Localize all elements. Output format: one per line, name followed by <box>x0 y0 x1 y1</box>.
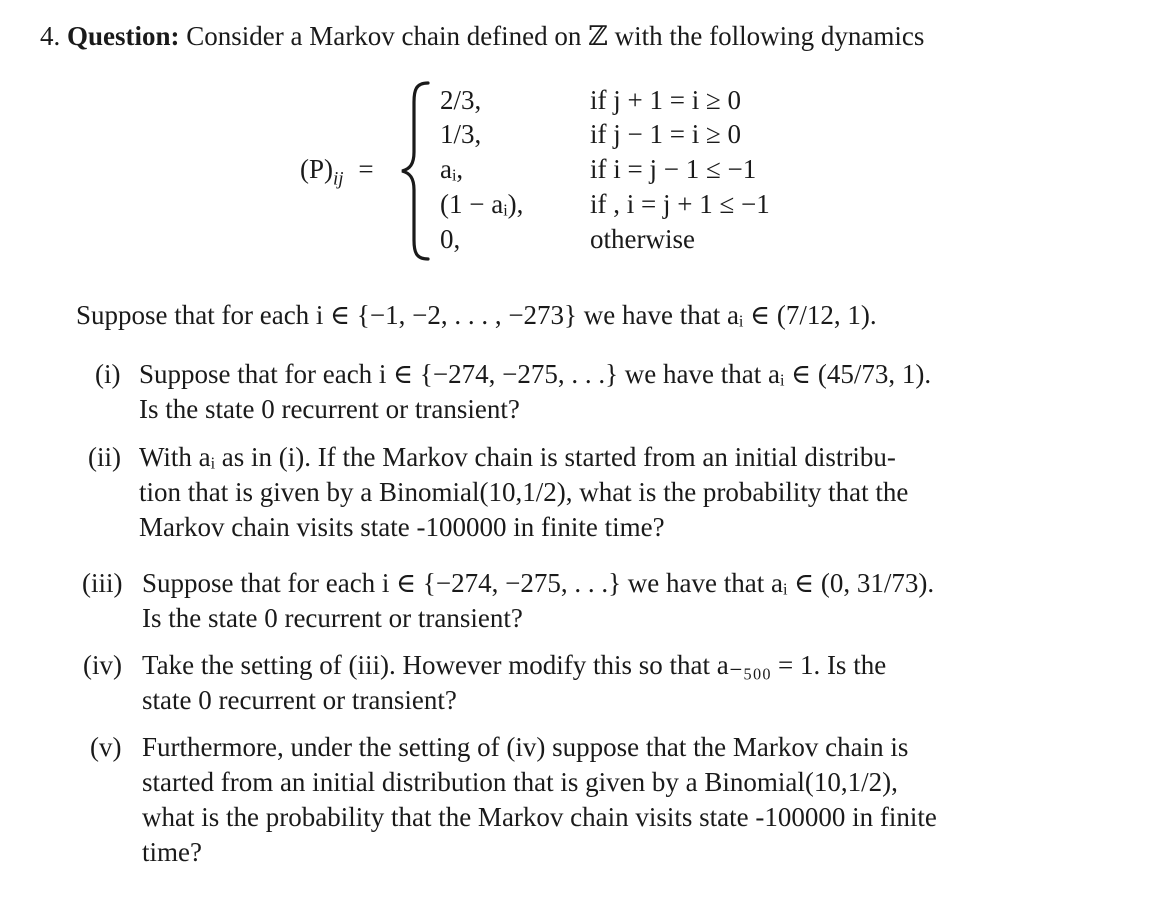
question-label: Question: <box>67 21 180 51</box>
matrix-lhs: $(P)_{ij}$ = <box>300 154 374 190</box>
part-label: (iii) <box>82 568 123 598</box>
case-condition: if j − 1 = i ≥ 0 <box>590 119 742 149</box>
part-line: started from an initial distribution that is given by a Binomial(10,1/2), <box>142 767 898 797</box>
matrix-equals: = <box>358 154 374 184</box>
question-intro: Consider a Markov chain defined on ℤ with the following dynamics <box>186 21 925 51</box>
question-header <box>40 19 924 53</box>
case-value: (1 − aᵢ), <box>440 189 524 219</box>
part-line: Markov chain visits state -100000 in finite time? <box>139 512 665 542</box>
left-brace <box>398 80 434 262</box>
part-line: state 0 recurrent or transient? <box>142 685 457 715</box>
case-condition: otherwise <box>590 224 695 254</box>
assumption-text: Suppose that for each i ∈ {−1, −2, . . . , −273} we have that aᵢ ∈ (7/12, 1). <box>76 300 877 330</box>
part-line: Is the state 0 recurrent or transient? <box>139 394 520 424</box>
part-line: time? <box>142 837 202 867</box>
part-line: Furthermore, under the setting of (iv) suppose that the Markov chain is <box>142 732 909 762</box>
part-line: Suppose that for each i ∈ {−274, −275, . . .} we have that aᵢ ∈ (45/73, 1). <box>139 359 932 389</box>
part-line: Is the state 0 recurrent or transient? <box>142 603 523 633</box>
part-label: (v) <box>90 732 122 762</box>
case-value: aᵢ, <box>440 154 464 184</box>
part-line: Take the setting of (iii). However modify this so that a₋₅₀₀ = 1. Is the <box>142 650 887 680</box>
part-label: (iv) <box>83 650 122 680</box>
part-line: Suppose that for each i ∈ {−274, −275, . . .} we have that aᵢ ∈ (0, 31/73). <box>142 568 935 598</box>
question-number: 4. <box>40 21 61 51</box>
part-line: With aᵢ as in (i). If the Markov chain is started from an initial distribu- <box>139 442 896 472</box>
case-value: 1/3, <box>440 119 482 149</box>
case-condition: if i = j − 1 ≤ −1 <box>590 154 757 184</box>
case-condition: if j + 1 = i ≥ 0 <box>590 85 742 115</box>
case-value: 0, <box>440 224 461 254</box>
part-line: what is the probability that the Markov chain visits state -100000 in finite <box>142 802 937 832</box>
case-value: 2/3, <box>440 85 482 115</box>
part-line: tion that is given by a Binomial(10,1/2), what is the probability that the <box>139 477 909 507</box>
case-condition: if , i = j + 1 ≤ −1 <box>590 189 770 219</box>
part-label: (i) <box>95 359 121 389</box>
part-label: (ii) <box>88 442 121 472</box>
